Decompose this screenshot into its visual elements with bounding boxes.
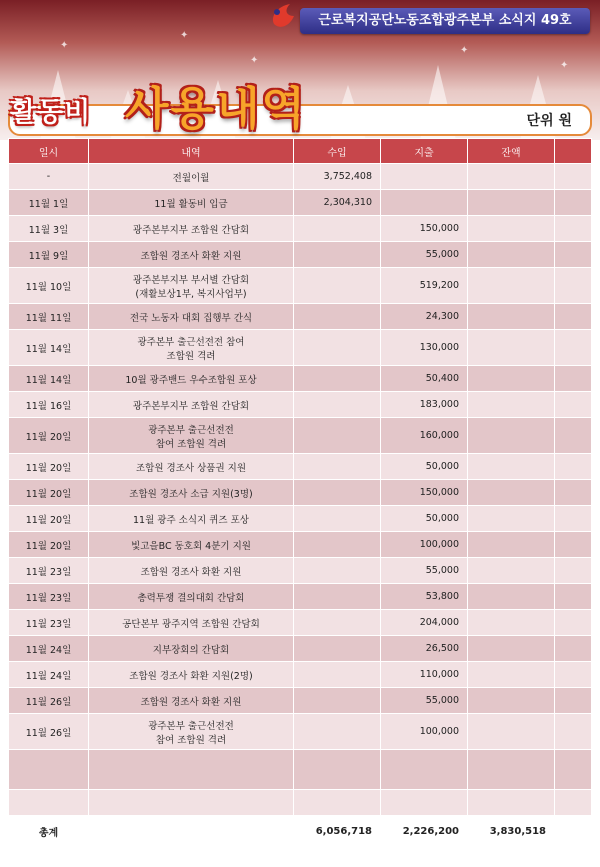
- row-description-line1: 광주본부 출근선전전: [148, 720, 234, 732]
- table-row: [9, 532, 592, 558]
- row-expense: 519,200: [381, 268, 468, 304]
- row-balance: [468, 636, 555, 662]
- row-date: 11월 3일: [9, 216, 89, 242]
- row-description-line1: 광주본부 출근선전전: [148, 424, 234, 436]
- total-expense: 2,226,200: [381, 816, 468, 848]
- row-description: [89, 304, 294, 330]
- row-balance: [468, 392, 555, 418]
- row-income: [294, 418, 381, 454]
- row-balance: [468, 610, 555, 636]
- union-logo-icon: [268, 2, 298, 34]
- header-balance: 잔액: [468, 139, 555, 164]
- row-expense: 130,000: [381, 330, 468, 366]
- row-balance: [468, 454, 555, 480]
- table-row: [9, 636, 592, 662]
- row-expense: 150,000: [381, 216, 468, 242]
- table-row: [9, 714, 592, 750]
- row-expense: [381, 190, 468, 216]
- row-date: 11월 10일: [9, 268, 89, 304]
- row-expense: 50,000: [381, 454, 468, 480]
- row-description: [89, 636, 294, 662]
- total-income: 6,056,718: [294, 816, 381, 848]
- row-description-line1: 11월 활동비 입금: [154, 198, 228, 210]
- row-description: [89, 584, 294, 610]
- row-expense: 160,000: [381, 418, 468, 454]
- table-row-empty: [9, 750, 592, 790]
- row-description: [89, 662, 294, 688]
- row-description-line1: 조합원 경조사 화환 지원: [140, 696, 242, 708]
- row-description: [89, 688, 294, 714]
- table-row: [9, 190, 592, 216]
- row-description-line1: 조합원 경조사 화환 지원: [140, 566, 242, 578]
- row-date: 11월 23일: [9, 584, 89, 610]
- row-date: 11월 24일: [9, 662, 89, 688]
- row-expense: 183,000: [381, 392, 468, 418]
- row-income: [294, 506, 381, 532]
- row-balance: [468, 268, 555, 304]
- row-description: [89, 506, 294, 532]
- row-description: [89, 190, 294, 216]
- table-row: [9, 662, 592, 688]
- row-description: [89, 164, 294, 190]
- row-income: [294, 304, 381, 330]
- row-balance: [468, 304, 555, 330]
- row-date: -: [9, 164, 89, 190]
- row-description-line1: 10월 광주밴드 우수조합원 포상: [125, 374, 257, 386]
- row-date: 11월 26일: [9, 714, 89, 750]
- row-description: [89, 558, 294, 584]
- row-description-line1: 빛고을BC 동호회 4분기 지원: [131, 540, 251, 552]
- row-income: [294, 216, 381, 242]
- row-date: 11월 20일: [9, 418, 89, 454]
- row-income: 2,304,310: [294, 190, 381, 216]
- row-description: [89, 532, 294, 558]
- row-date: 11월 26일: [9, 688, 89, 714]
- expense-table: [8, 138, 592, 848]
- row-description: [89, 216, 294, 242]
- row-date: 11월 16일: [9, 392, 89, 418]
- row-expense: 55,000: [381, 558, 468, 584]
- row-date: 11월 24일: [9, 636, 89, 662]
- row-description: [89, 480, 294, 506]
- header-income: 수입: [294, 139, 381, 164]
- row-income: [294, 688, 381, 714]
- page-title-prefix: 활동비: [10, 97, 92, 128]
- row-income: [294, 584, 381, 610]
- row-description: [89, 392, 294, 418]
- row-description-line1: 전월이월: [172, 172, 210, 184]
- row-date: 11월 20일: [9, 480, 89, 506]
- row-description: [89, 418, 294, 454]
- row-date: 11월 14일: [9, 366, 89, 392]
- row-description-line1: 조합원 경조사 화환 지원(2명): [129, 670, 253, 682]
- row-balance: [468, 688, 555, 714]
- table-row: [9, 392, 592, 418]
- row-balance: [468, 366, 555, 392]
- row-date: 11월 23일: [9, 558, 89, 584]
- table-row: [9, 164, 592, 190]
- table-row: [9, 242, 592, 268]
- row-expense: 100,000: [381, 532, 468, 558]
- total-balance: 3,830,518: [468, 816, 555, 848]
- header-banner: ✦ ✦ ✦ ✦ ✦: [0, 0, 600, 140]
- row-balance: [468, 164, 555, 190]
- row-income: [294, 662, 381, 688]
- header-date: 일시: [9, 139, 89, 164]
- table-row: [9, 558, 592, 584]
- header-blank: [555, 139, 592, 164]
- row-balance: [468, 506, 555, 532]
- table-row: [9, 304, 592, 330]
- row-income: [294, 454, 381, 480]
- table-row-empty: [9, 790, 592, 816]
- row-description-line1: 광주본부지부 조합원 간담회: [132, 224, 250, 236]
- row-income: [294, 242, 381, 268]
- row-description: [89, 714, 294, 750]
- row-balance: [468, 584, 555, 610]
- row-description: [89, 610, 294, 636]
- row-income: [294, 268, 381, 304]
- row-description-line1: 광주본부지부 부서별 간담회: [132, 274, 250, 286]
- table-row: [9, 330, 592, 366]
- header-expense: 지출: [381, 139, 468, 164]
- row-expense: 26,500: [381, 636, 468, 662]
- row-description: [89, 268, 294, 304]
- row-description: [89, 454, 294, 480]
- table-row: [9, 268, 592, 304]
- row-income: [294, 558, 381, 584]
- bulletin-title: 근로복지공단노동조합광주본부 소식지 49호: [300, 8, 590, 34]
- row-income: [294, 714, 381, 750]
- row-expense: 50,400: [381, 366, 468, 392]
- row-date: 11월 14일: [9, 330, 89, 366]
- row-expense: [381, 164, 468, 190]
- row-balance: [468, 714, 555, 750]
- row-income: [294, 636, 381, 662]
- row-income: 3,752,408: [294, 164, 381, 190]
- row-description-line1: 전국 노동자 대회 집행부 간식: [129, 312, 253, 324]
- row-expense: 100,000: [381, 714, 468, 750]
- table-row: [9, 480, 592, 506]
- row-description-line1: 공단본부 광주지역 조합원 간담회: [122, 618, 260, 630]
- row-expense: 110,000: [381, 662, 468, 688]
- row-description-line1: 조합원 경조사 화환 지원: [140, 250, 242, 262]
- row-date: 11월 1일: [9, 190, 89, 216]
- row-date: 11월 20일: [9, 454, 89, 480]
- row-date: 11월 20일: [9, 532, 89, 558]
- row-date: 11월 20일: [9, 506, 89, 532]
- table-row: [9, 418, 592, 454]
- row-expense: 150,000: [381, 480, 468, 506]
- total-row: [9, 816, 592, 848]
- row-date: 11월 11일: [9, 304, 89, 330]
- row-expense: 24,300: [381, 304, 468, 330]
- table-row: [9, 366, 592, 392]
- row-description-line1: 지부장회의 간담회: [152, 644, 230, 656]
- row-expense: 55,000: [381, 688, 468, 714]
- table-row: [9, 688, 592, 714]
- row-income: [294, 366, 381, 392]
- row-income: [294, 330, 381, 366]
- row-description-line1: 조합원 경조사 상품권 지원: [135, 462, 246, 474]
- row-balance: [468, 190, 555, 216]
- row-balance: [468, 216, 555, 242]
- row-date: 11월 9일: [9, 242, 89, 268]
- row-description-line1: 광주본부지부 조합원 간담회: [132, 400, 250, 412]
- row-expense: 53,800: [381, 584, 468, 610]
- header-description: 내역: [89, 139, 294, 164]
- row-income: [294, 392, 381, 418]
- table-row: [9, 216, 592, 242]
- row-description: [89, 242, 294, 268]
- row-balance: [468, 532, 555, 558]
- row-description-line2: 참여 조합원 격려: [155, 438, 227, 450]
- page-title: 사용내역: [125, 82, 307, 135]
- row-description-line2: 조합원 격려: [166, 350, 216, 362]
- row-description-line1: 11월 광주 소식지 퀴즈 포상: [133, 514, 249, 526]
- total-label: 총계: [9, 816, 89, 848]
- table-row: [9, 584, 592, 610]
- row-description-line2: (재활보상1부, 복지사업부): [135, 288, 247, 300]
- row-description-line1: 광주본부 출근선전전 참여: [137, 336, 245, 348]
- row-balance: [468, 418, 555, 454]
- table-row: [9, 610, 592, 636]
- row-expense: 50,000: [381, 506, 468, 532]
- unit-label: 단위 원: [526, 113, 572, 129]
- row-income: [294, 532, 381, 558]
- row-balance: [468, 662, 555, 688]
- row-description-line2: 참여 조합원 격려: [155, 734, 227, 746]
- row-income: [294, 480, 381, 506]
- row-description: [89, 366, 294, 392]
- row-balance: [468, 330, 555, 366]
- row-balance: [468, 242, 555, 268]
- table-header-row: [9, 139, 592, 164]
- row-expense: 55,000: [381, 242, 468, 268]
- table-row: [9, 506, 592, 532]
- row-balance: [468, 558, 555, 584]
- row-description-line1: 조합원 경조사 소급 지원(3명): [129, 488, 253, 500]
- row-expense: 204,000: [381, 610, 468, 636]
- row-description: [89, 330, 294, 366]
- row-date: 11월 23일: [9, 610, 89, 636]
- row-balance: [468, 480, 555, 506]
- row-income: [294, 610, 381, 636]
- table-row: [9, 454, 592, 480]
- row-description-line1: 총력투쟁 결의대회 간담회: [137, 592, 245, 604]
